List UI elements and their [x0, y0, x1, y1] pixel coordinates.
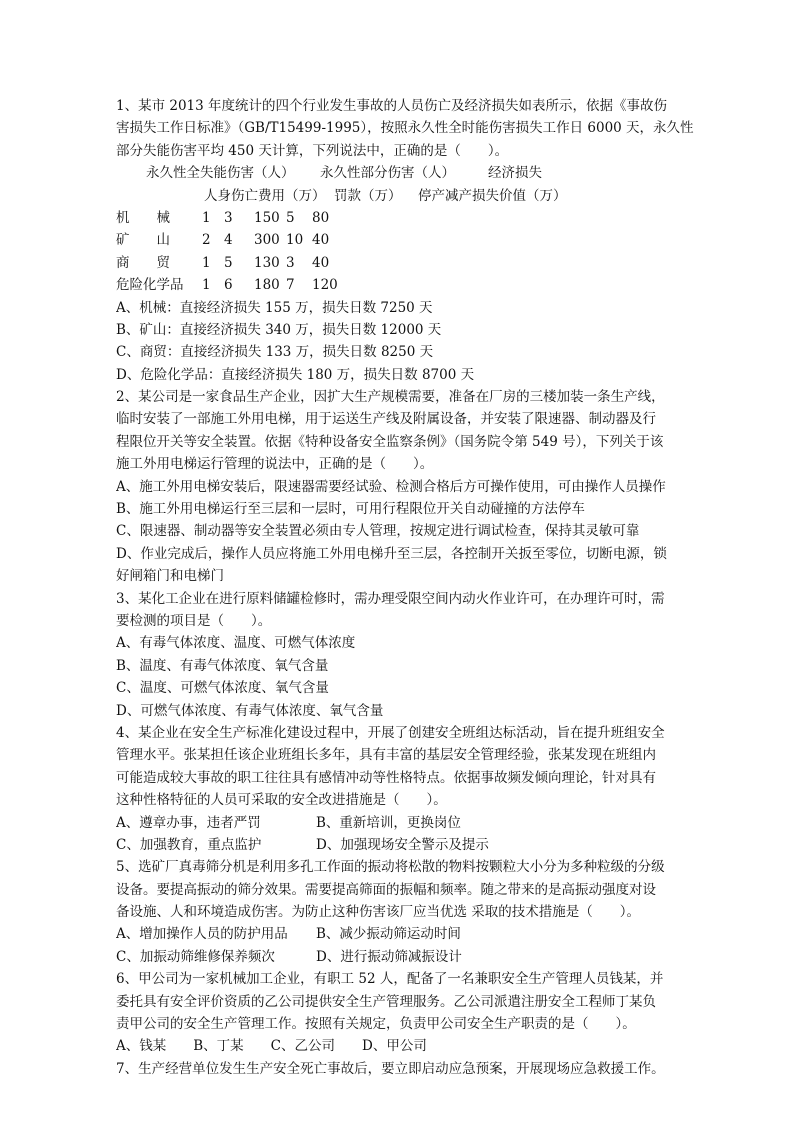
answer-option: D、作业完成后，操作人员应将施工外用电梯升至三层，各控制开关扳至零位，切断电源，锁 — [116, 545, 667, 562]
answer-option: C、限速器、制动器等安全装置必须由专人管理，按规定进行调试检查，保持其灵敏可靠 — [116, 523, 640, 540]
table-cell-industry: 机 械 — [116, 209, 170, 226]
table-cell: 40 — [312, 254, 330, 271]
table-cell-industry: 商 贸 — [116, 254, 170, 271]
answer-option: A、遵章办事，违者严罚 — [116, 814, 261, 831]
answer-option-row — [116, 834, 712, 856]
table-cell: 130 — [254, 254, 280, 271]
answer-option: B、重新培训，更换岗位 — [316, 814, 461, 831]
table-cell: 180 — [254, 277, 280, 294]
table-cell: 1 — [202, 254, 211, 271]
table-row — [116, 207, 712, 229]
question-text-line: 5、选矿厂真毒筛分机是利用多孔工作面的振动将松散的物料按颗粒大小分为多种粒级的分级 — [116, 859, 665, 876]
question-text-line: 部分失能伤害平均 450 天计算，下列说法中，正确的是（ ）。 — [116, 142, 509, 159]
table-cell: 6 — [224, 277, 233, 294]
answer-option-row — [116, 946, 712, 968]
question-text-line: 要检测的项目是（ ）。 — [116, 612, 272, 629]
question-text-line: 管理水平。张某担任该企业班组长多年，具有丰富的基层安全管理经验，张某发现在班组内 — [116, 747, 656, 764]
table-row — [116, 229, 712, 251]
question-1 — [116, 95, 712, 386]
table-cell: 3 — [224, 209, 233, 226]
answer-option-row — [116, 923, 712, 945]
table-header-cell: 永久性全失能伤害（人） — [146, 165, 295, 182]
question-text-line: 设备。要提高振动的筛分效果。需要提高筛面的振幅和频率。随之带来的是高振动强度对设 — [116, 881, 656, 898]
answer-option: B、施工外用电梯运行至三层和一层时，可用行程限位开关自动碰撞的方法停车 — [116, 501, 585, 518]
answer-option: D、危险化学品：直接经济损失 180 万，损失日数 8700 天 — [116, 366, 475, 383]
answer-option-row — [116, 812, 712, 834]
question-2 — [116, 386, 712, 588]
table-cell: 1 — [202, 209, 211, 226]
answer-option: C、加强教育，重点监护 — [116, 836, 262, 853]
question-text-line: 责甲公司的安全生产管理工作。按照有关规定，负责甲公司安全生产职责的是（ ）。 — [116, 1016, 636, 1033]
table-cell: 40 — [312, 232, 330, 249]
question-text-line: 2、某公司是一家食品生产企业，因扩大生产规模需要，准备在厂房的三楼加装一条生产线， — [116, 389, 665, 406]
table-cell: 80 — [312, 209, 330, 226]
table-row — [116, 274, 712, 296]
question-4 — [116, 722, 712, 856]
table-header-cell: 停产减产损失价值（万） — [418, 187, 567, 204]
answer-option: C、加振动筛维修保养频次 — [116, 948, 275, 965]
table-cell: 5 — [286, 209, 295, 226]
question-6 — [116, 968, 712, 1058]
table-header-cell: 罚款（万） — [334, 187, 402, 204]
answer-option: B、矿山：直接经济损失 340 万，损失日数 12000 天 — [116, 321, 442, 338]
table-cell: 3 — [286, 254, 295, 271]
answer-option: A、机械：直接经济损失 155 万，损失日数 7250 天 — [116, 299, 433, 316]
question-5 — [116, 856, 712, 968]
question-text-line: 这种性格特征的人员可采取的安全改进措施是（ ）。 — [116, 792, 447, 809]
question-7 — [116, 1058, 712, 1080]
loss-table — [116, 162, 712, 296]
question-text-line: 害损失工作日标准》（GB/T15499-1995），按照永久性全时能伤害损失工作日 6000 天，永久性 — [116, 120, 694, 137]
answer-option: A、有毒气体浓度、温度、可燃气体浓度 — [116, 635, 356, 652]
question-text-line: 委托具有安全评价资质的乙公司提供安全生产管理服务。乙公司派遣注册安全工程师丁某负 — [116, 993, 656, 1010]
table-header-row-2 — [116, 185, 712, 207]
table-cell: 4 — [224, 232, 233, 249]
table-header-row-1 — [116, 162, 712, 184]
question-text-line: 7、生产经营单位发生生产安全死亡事故后，要立即启动应急预案，开展现场应急救援工作。 — [116, 1060, 665, 1077]
table-header-cell: 永久性部分伤害（人） — [320, 165, 455, 182]
question-3 — [116, 588, 712, 722]
question-text-line: 临时安装了一部施工外用电梯，用于运送生产线及附属设备，并安装了限速器、制动器及行 — [116, 411, 656, 428]
question-text-line: 可能造成较大事故的职工往往具有感情冲动等性格特点。依据事故频发倾向理论，针对具有 — [116, 769, 656, 786]
answer-option: D、进行振动筛减振设计 — [316, 948, 462, 965]
table-cell: 10 — [286, 232, 304, 249]
answer-option: C、商贸：直接经济损失 133 万，损失日数 8250 天 — [116, 344, 434, 361]
table-cell: 7 — [286, 277, 295, 294]
question-text-line: 3、某化工企业在进行原料储罐检修时，需办理受限空间内动火作业许可，在办理许可时，需 — [116, 590, 665, 607]
table-cell: 1 — [202, 277, 211, 294]
table-row — [116, 252, 712, 274]
answer-option: A、施工外用电梯安装后，限速器需要经试验、检测合格后方可操作使用，可由操作人员操作 — [116, 478, 666, 495]
answer-option-continuation: 好闸箱门和电梯门 — [116, 568, 224, 585]
answer-options-line: A、钱某 B、丁某 C、乙公司 D、甲公司 — [116, 1038, 427, 1055]
table-cell: 120 — [312, 277, 338, 294]
answer-option: B、减少振动筛运动时间 — [316, 926, 461, 943]
answer-option: B、温度、有毒气体浓度、氧气含量 — [116, 657, 329, 674]
question-text-line: 6、甲公司为一家机械加工企业，有职工 52 人，配备了一名兼职安全生产管理人员钱某，并 — [116, 971, 664, 988]
table-cell-industry: 矿 山 — [116, 232, 170, 249]
question-text-line: 4、某企业在安全生产标准化建设过程中，开展了创建安全班组达标活动，旨在提升班组安全 — [116, 724, 665, 741]
question-text-line: 1、某市 2013 年度统计的四个行业发生事故的人员伤亡及经济损失如表所示，依据《事故伤 — [116, 98, 668, 114]
table-cell: 5 — [224, 254, 233, 271]
table-header-cell: 人身伤亡费用（万） — [204, 187, 326, 204]
question-text-line: 程限位开关等安全装置。依据《特种设备安全监察条例》（国务院令第 549 号），下列关于该 — [116, 433, 664, 450]
answer-option: C、温度、可燃气体浓度、氧气含量 — [116, 680, 329, 697]
table-cell: 300 — [254, 232, 280, 249]
question-text-line: 施工外用电梯运行管理的说法中，正确的是（ ）。 — [116, 456, 434, 473]
table-cell: 2 — [202, 232, 211, 249]
table-cell: 150 — [254, 209, 280, 226]
answer-option: A、增加操作人员的防护用品 — [116, 926, 288, 943]
table-cell-industry: 危险化学品 — [116, 277, 184, 294]
document-content — [116, 95, 712, 1080]
answer-option: D、可燃气体浓度、有毒气体浓度、氧气含量 — [116, 702, 384, 719]
question-text-line: 备设施、人和环境造成伤害。为防止这种伤害该厂应当优选 采取的技术措施是（ ）。 — [116, 904, 641, 921]
table-header-cell: 经济损失 — [488, 165, 542, 182]
answer-option: D、加强现场安全警示及提示 — [316, 836, 489, 853]
